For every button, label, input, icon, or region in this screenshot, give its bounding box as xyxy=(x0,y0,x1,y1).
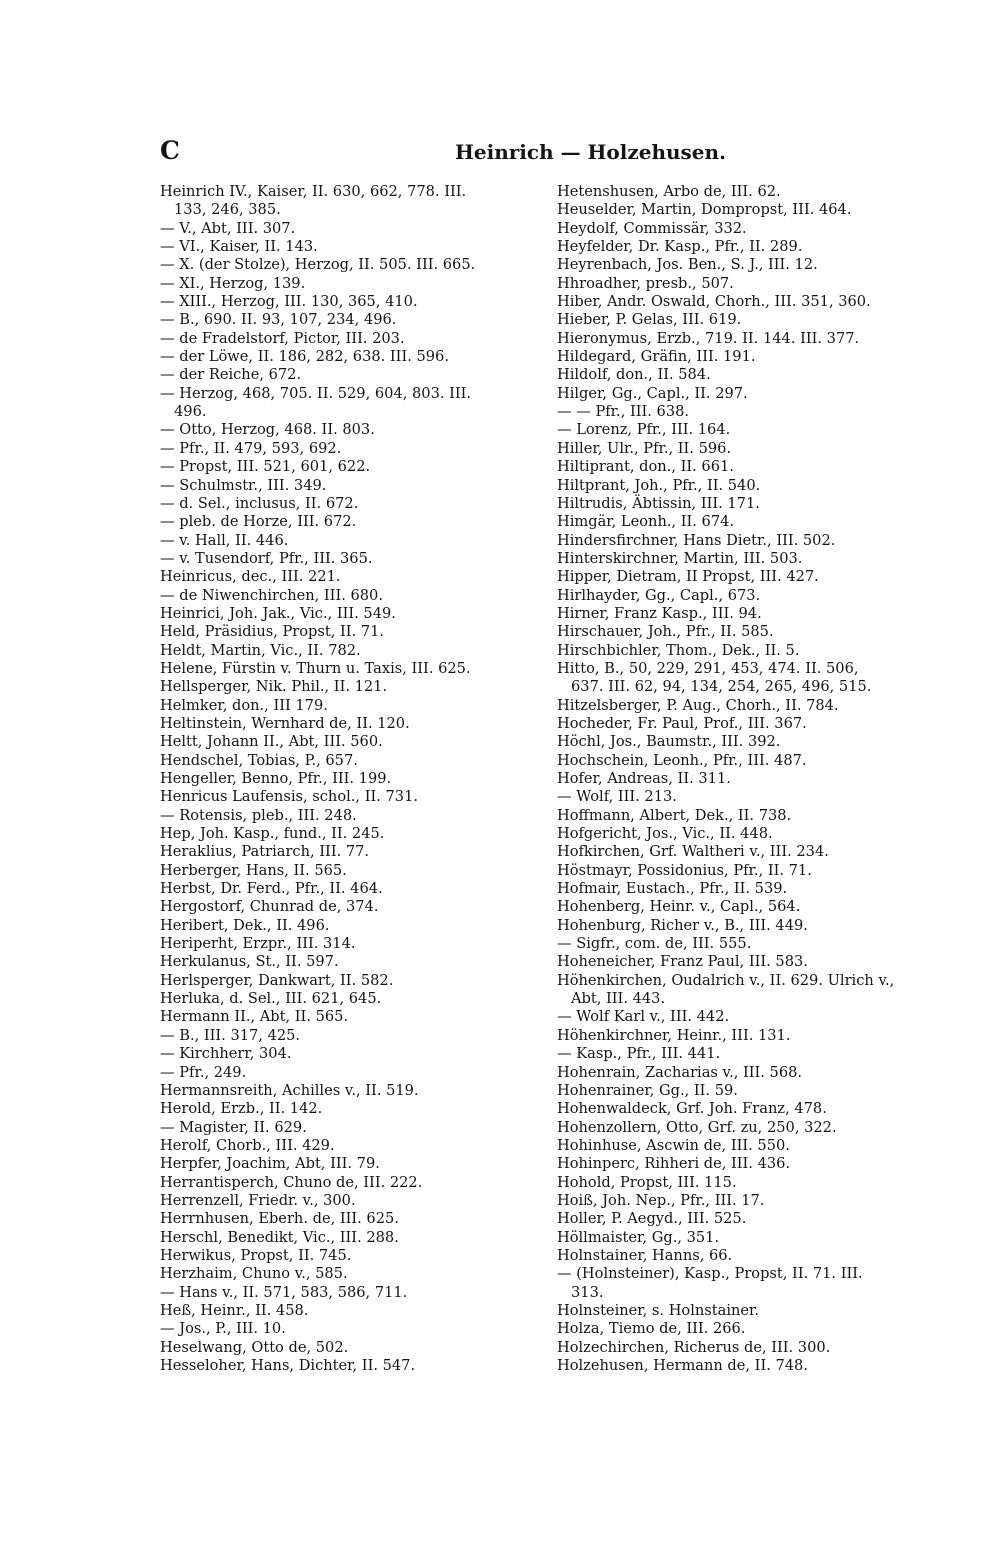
index-entry: Helene, Fürstin v. Thurn u. Taxis, III. 625. xyxy=(160,659,471,677)
index-entry: — Hans v., II. 571, 583, 586, 711. xyxy=(160,1283,408,1301)
index-entry: Heydolf, Commissär, 332. xyxy=(557,219,747,237)
index-entry: Hiber, Andr. Oswald, Chorh., III. 351, 360. xyxy=(557,293,871,311)
index-entry: Himgär, Leonh., II. 674. xyxy=(557,513,735,531)
index-entry: Herold, Erzb., II. 142. xyxy=(160,1100,323,1118)
index-entry: Hinterskirchner, Martin, III. 503. xyxy=(557,549,803,567)
index-entry: Herkulanus, St., II. 597. xyxy=(160,953,339,971)
index-entry: Hiltprant, Joh., Pfr., II. 540. xyxy=(557,476,761,494)
index-entry: Hirner, Franz Kasp., III. 94. xyxy=(557,604,762,622)
index-entry: Hetenshusen, Arbo de, III. 62. xyxy=(557,183,781,200)
index-entry: — Schulmstr., III. 349. xyxy=(160,476,327,494)
index-entry: Herrenzell, Friedr. v., 300. xyxy=(160,1191,356,1209)
index-entry: Herrantisperch, Chuno de, III. 222. xyxy=(160,1173,423,1191)
index-entry: Heuselder, Martin, Dompropst, III. 464. xyxy=(557,201,852,219)
index-entry: — d. Sel., inclusus, II. 672. xyxy=(160,494,359,512)
index-entry: Heraklius, Patriarch, III. 77. xyxy=(160,843,370,861)
index-entry: — Pfr., 249. xyxy=(160,1063,247,1081)
index-entry: Herpfer, Joachim, Abt, III. 79. xyxy=(160,1155,380,1173)
index-entry: Hofmair, Eustach., Pfr., II. 539. xyxy=(557,880,788,898)
index-entry: Herschl, Benedikt, Vic., III. 288. xyxy=(160,1228,399,1246)
index-entry: — (Holnsteiner), Kasp., Propst, II. 71. III. xyxy=(557,1265,863,1283)
index-entry: — pleb. de Horze, III. 672. xyxy=(160,513,357,531)
index-entry: Hohenburg, Richer v., B., III. 449. xyxy=(557,916,808,934)
index-entry: — de Fradelstorf, Pictor, III. 203. xyxy=(160,329,405,347)
index-entry: Heinricus, dec., III. 221. xyxy=(160,568,341,586)
index-entry: Helmker, don., III 179. xyxy=(160,696,328,714)
index-entry: Hohenberg, Heinr. v., Capl., 564. xyxy=(557,898,801,916)
index-entry: 313. xyxy=(571,1283,604,1301)
index-entry: — XI., Herzog, 139. xyxy=(160,274,306,292)
index-entry: Hitzelsberger, P. Aug., Chorh., II. 784. xyxy=(557,696,839,714)
index-entry: Herluka, d. Sel., III. 621, 645. xyxy=(160,990,382,1008)
index-entry: Hirschbichler, Thom., Dek., II. 5. xyxy=(557,641,800,659)
index-entry: — Herzog, 468, 705. II. 529, 604, 803. III. xyxy=(160,384,472,402)
index-entry: Hergostorf, Chunrad de, 374. xyxy=(160,898,379,916)
index-entry: — Propst, III. 521, 601, 622. xyxy=(160,458,371,476)
index-entry: — Lorenz, Pfr., III. 164. xyxy=(557,421,731,439)
index-entry: 496. xyxy=(174,403,207,421)
index-entry: Heriperht, Erzpr., III. 314. xyxy=(160,935,356,953)
index-entry: Hildolf, don., II. 584. xyxy=(557,366,711,384)
index-entry: Herbst, Dr. Ferd., Pfr., II. 464. xyxy=(160,880,383,898)
index-entry: — der Reiche, 672. xyxy=(160,366,302,384)
index-entry: Hieronymus, Erzb., 719. II. 144. III. 377. xyxy=(557,329,860,347)
index-entry: Herlsperger, Dankwart, II. 582. xyxy=(160,971,394,989)
index-entry: — VI., Kaiser, II. 143. xyxy=(160,238,318,256)
index-entry: — — Pfr., III. 638. xyxy=(557,403,690,421)
index-entry: — B., III. 317, 425. xyxy=(160,1026,301,1044)
index-entry: Herberger, Hans, II. 565. xyxy=(160,861,347,879)
right-column xyxy=(557,183,927,1375)
index-entry: Holzechirchen, Richerus de, III. 300. xyxy=(557,1338,831,1356)
index-entry: Hohinhuse, Ascwin de, III. 550. xyxy=(557,1136,790,1154)
index-entry: Hellsperger, Nik. Phil., II. 121. xyxy=(160,678,388,696)
index-entry: Hep, Joh. Kasp., fund., II. 245. xyxy=(160,825,385,843)
index-entry: Holza, Tiemo de, III. 266. xyxy=(557,1320,746,1338)
index-entry: Hesseloher, Hans, Dichter, II. 547. xyxy=(160,1357,416,1374)
index-entry: Höchl, Jos., Baumstr., III. 392. xyxy=(557,733,781,751)
index-entry: Heyfelder, Dr. Kasp., Pfr., II. 289. xyxy=(557,238,803,256)
index-entry: Hohenwaldeck, Grf. Joh. Franz, 478. xyxy=(557,1100,827,1118)
index-entry: — Kasp., Pfr., III. 441. xyxy=(557,1045,721,1063)
index-entry: Hohinperc, Rihheri de, III. 436. xyxy=(557,1155,791,1173)
index-entry: Holler, P. Aegyd., III. 525. xyxy=(557,1210,747,1228)
index-entry: — XIII., Herzog, III. 130, 365, 410. xyxy=(160,293,418,311)
index-entry: Hendschel, Tobias, P., 657. xyxy=(160,751,358,769)
index-entry: Heyrenbach, Jos. Ben., S. J., III. 12. xyxy=(557,256,818,274)
index-entry: Hofer, Andreas, II. 311. xyxy=(557,770,731,787)
index-entry: — Kirchherr, 304. xyxy=(160,1045,292,1063)
running-head: Heinrich — Holzehusen. xyxy=(455,140,727,164)
index-entry: Heltt, Johann II., Abt, III. 560. xyxy=(160,733,383,751)
index-entry: — Rotensis, pleb., III. 248. xyxy=(160,806,357,824)
index-entry: Hofgericht, Jos., Vic., II. 448. xyxy=(557,825,773,843)
index-entry: — de Niwenchirchen, III. 680. xyxy=(160,586,383,604)
index-entry: Hiltiprant, don., II. 661. xyxy=(557,458,734,476)
index-entry: — Sigfr., com. de, III. 555. xyxy=(557,935,752,953)
left-column xyxy=(160,183,545,1375)
index-entry: Höllmaister, Gg., 351. xyxy=(557,1228,720,1246)
index-entry: Hilger, Gg., Capl., II. 297. xyxy=(557,384,748,402)
index-entry: Hofkirchen, Grf. Waltheri v., III. 234. xyxy=(557,843,829,861)
index-entry: — V., Abt, III. 307. xyxy=(160,219,296,237)
index-entry: Heribert, Dek., II. 496. xyxy=(160,916,330,934)
index-entry: Hohenrainer, Gg., II. 59. xyxy=(557,1081,738,1099)
index-entry: — B., 690. II. 93, 107, 234, 496. xyxy=(160,311,397,329)
index-entry: Hocheder, Fr. Paul, Prof., III. 367. xyxy=(557,714,807,732)
index-entry: Hermann II., Abt, II. 565. xyxy=(160,1008,349,1026)
index-entry: Hohenrain, Zacharias v., III. 568. xyxy=(557,1063,803,1081)
index-entry: Hohenzollern, Otto, Grf. zu, 250, 322. xyxy=(557,1118,837,1136)
index-entry: Hochschein, Leonh., Pfr., III. 487. xyxy=(557,751,807,769)
index-entry: Hitto, B., 50, 229, 291, 453, 474. II. 506, xyxy=(557,659,859,677)
index-entry: — Magister, II. 629. xyxy=(160,1118,307,1136)
index-entry: Hhroadher, presb., 507. xyxy=(557,274,734,292)
index-entry: Heltinstein, Wernhard de, II. 120. xyxy=(160,714,410,732)
index-entry: Hirlhayder, Gg., Capl., 673. xyxy=(557,586,761,604)
index-entry: Höstmayr, Possidonius, Pfr., II. 71. xyxy=(557,861,812,879)
index-entry: Hiller, Ulr., Pfr., II. 596. xyxy=(557,439,732,457)
index-entry: Holnstainer, Hanns, 66. xyxy=(557,1246,733,1264)
index-entry: — Jos., P., III. 10. xyxy=(160,1320,286,1338)
index-entry: Hipper, Dietram, II Propst, III. 427. xyxy=(557,568,819,586)
index-entry: Hindersfirchner, Hans Dietr., III. 502. xyxy=(557,531,836,549)
page-letter: C xyxy=(160,136,180,165)
index-entry: — Otto, Herzog, 468. II. 803. xyxy=(160,421,375,439)
index-entry: Hoiß, Joh. Nep., Pfr., III. 17. xyxy=(557,1191,765,1209)
index-entry: Abt, III. 443. xyxy=(571,990,666,1008)
index-entry: Hermannsreith, Achilles v., II. 519. xyxy=(160,1081,419,1099)
index-entry: Heselwang, Otto de, 502. xyxy=(160,1338,349,1356)
index-entry: Hoffmann, Albert, Dek., II. 738. xyxy=(557,806,792,824)
index-entry: Höhenkirchner, Heinr., III. 131. xyxy=(557,1026,791,1044)
index-entry: Holzehusen, Hermann de, II. 748. xyxy=(557,1357,808,1374)
index-entry: Hengeller, Benno, Pfr., III. 199. xyxy=(160,770,392,787)
index-entry: — v. Hall, II. 446. xyxy=(160,531,289,549)
index-entry: Herwikus, Propst, II. 745. xyxy=(160,1246,352,1264)
index-entry: Heß, Heinr., II. 458. xyxy=(160,1301,309,1319)
index-entry: — Wolf Karl v., III. 442. xyxy=(557,1008,730,1026)
index-entry: Herzhaim, Chuno v., 585. xyxy=(160,1265,348,1283)
index-entry: Herolf, Chorb., III. 429. xyxy=(160,1136,335,1154)
index-entry: Hildegard, Gräfin, III. 191. xyxy=(557,348,756,366)
index-entry: Holnsteiner, s. Holnstainer. xyxy=(557,1301,760,1319)
index-entry: Henricus Laufensis, schol., II. 731. xyxy=(160,788,418,806)
index-entry: Hohold, Propst, III. 115. xyxy=(557,1173,737,1191)
index-entry: Heinrich IV., Kaiser, II. 630, 662, 778. III. xyxy=(160,183,467,200)
index-entry: Hirschauer, Joh., Pfr., II. 585. xyxy=(557,623,774,641)
index-entry: Herrnhusen, Eberh. de, III. 625. xyxy=(160,1210,399,1228)
index-entry: Held, Präsidius, Propst, II. 71. xyxy=(160,623,385,641)
index-entry: Höhenkirchen, Oudalrich v., II. 629. Ulrich v., xyxy=(557,971,895,989)
index-entry: — v. Tusendorf, Pfr., III. 365. xyxy=(160,549,373,567)
index-entry: — Wolf, III. 213. xyxy=(557,788,677,806)
index-entry: — Pfr., II. 479, 593, 692. xyxy=(160,439,342,457)
index-entry: — X. (der Stolze), Herzog, II. 505. III. 665. xyxy=(160,256,476,274)
index-entry: — der Löwe, II. 186, 282, 638. III. 596. xyxy=(160,348,449,366)
index-entry: Hieber, P. Gelas, III. 619. xyxy=(557,311,742,329)
index-entry: Heldt, Martin, Vic., II. 782. xyxy=(160,641,361,659)
index-entry: Heinrici, Joh. Jak., Vic., III. 549. xyxy=(160,604,396,622)
index-entry: 133, 246, 385. xyxy=(174,201,281,219)
index-entry: Hoheneicher, Franz Paul, III. 583. xyxy=(557,953,808,971)
index-entry: 637. III. 62, 94, 134, 254, 265, 496, 515. xyxy=(571,678,872,696)
index-entry: Hiltrudis, Äbtissin, III. 171. xyxy=(557,494,760,512)
